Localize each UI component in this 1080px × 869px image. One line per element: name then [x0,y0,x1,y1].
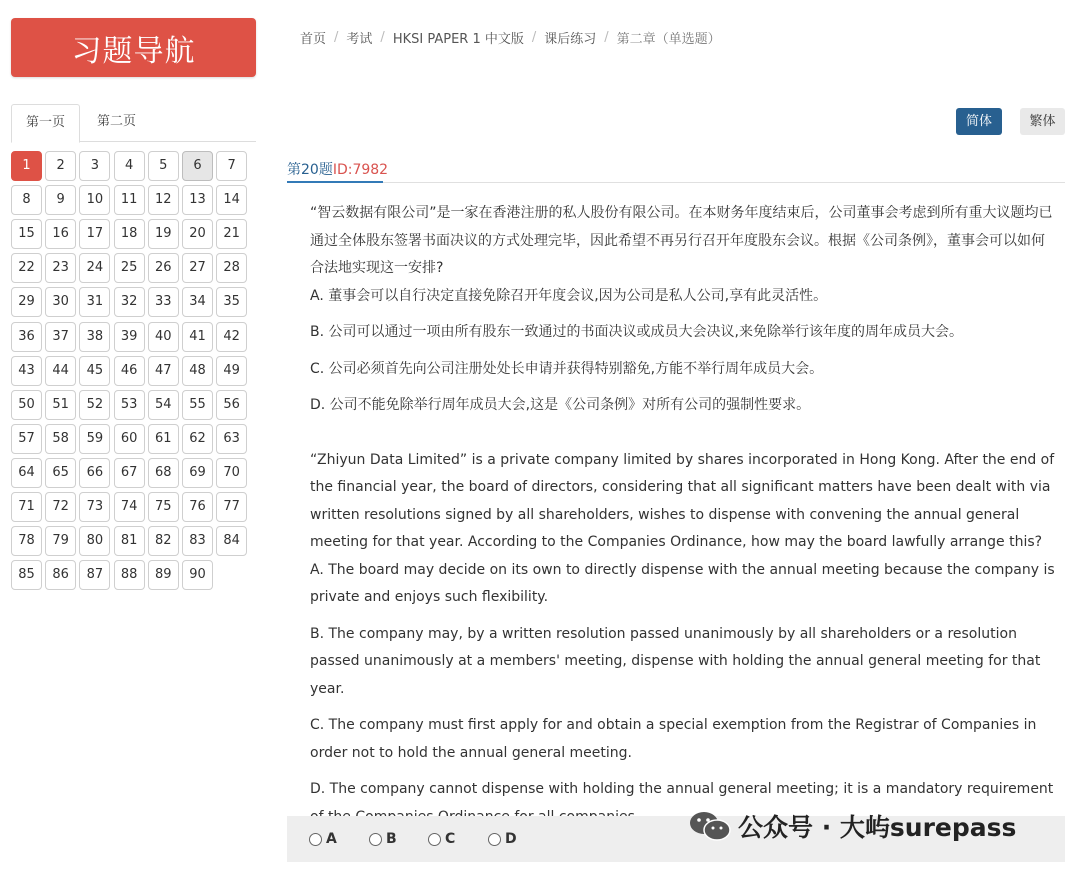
question-button-17[interactable]: 17 [79,219,110,249]
question-button-90[interactable]: 90 [182,560,213,590]
question-stem-en: “Zhiyun Data Limited” is a private company limited by shares incorporated in Hong Kong. After the end of the financial year, the board of directors, considering that all significant matters have been dealt with via written resolutions signed by all shareholders, wishes to dispense with convening the annual general meeting for that year. According to the Companies Ordinance, how may the board lawfully arrange this? [310,451,1055,550]
simplified-chinese-button[interactable]: 简体 [956,108,1002,135]
question-button-69[interactable]: 69 [182,458,213,488]
radio-circle-icon[interactable] [369,833,382,846]
question-button-61[interactable]: 61 [148,424,179,454]
question-button-14[interactable]: 14 [216,185,247,215]
question-button-2[interactable]: 2 [45,151,76,181]
question-button-59[interactable]: 59 [79,424,110,454]
question-button-52[interactable]: 52 [79,390,110,420]
option-zh-b: B. 公司可以通过一项由所有股东一致通过的书面决议或成员大会决议,来免除举行该年度的周年成员大会。 [310,324,963,340]
question-button-7[interactable]: 7 [216,151,247,181]
question-button-28[interactable]: 28 [216,253,247,283]
question-button-87[interactable]: 87 [79,560,110,590]
question-button-12[interactable]: 12 [148,185,179,215]
page-tabs [11,104,256,142]
option-zh-d: D. 公司不能免除举行周年成员大会,这是《公司条例》对所有公司的强制性要求。 [310,397,811,413]
question-button-81[interactable]: 81 [114,526,145,556]
breadcrumb [300,27,721,47]
answer-label-c: C [445,831,456,847]
question-button-88[interactable]: 88 [114,560,145,590]
question-button-31[interactable]: 31 [79,287,110,317]
question-button-33[interactable]: 33 [148,287,179,317]
breadcrumb-separator: / [334,29,339,45]
question-header [287,153,1065,183]
question-button-66[interactable]: 66 [79,458,110,488]
question-button-42[interactable]: 42 [216,322,247,352]
breadcrumb-item-2[interactable]: HKSI PAPER 1 中文版 [392,31,524,47]
question-button-78[interactable]: 78 [11,526,42,556]
question-number: 第20题 [287,162,333,178]
question-button-19[interactable]: 19 [148,219,179,249]
question-button-25[interactable]: 25 [114,253,145,283]
question-button-86[interactable]: 86 [45,560,76,590]
question-button-67[interactable]: 67 [114,458,145,488]
question-button-22[interactable]: 22 [11,253,42,283]
question-button-37[interactable]: 37 [45,322,76,352]
question-button-55[interactable]: 55 [182,390,213,420]
question-button-57[interactable]: 57 [11,424,42,454]
question-button-75[interactable]: 75 [148,492,179,522]
question-button-11[interactable]: 11 [114,185,145,215]
question-button-74[interactable]: 74 [114,492,145,522]
breadcrumb-item-4: 第二章（单选题） [616,31,721,47]
question-button-8[interactable]: 8 [11,185,42,215]
question-content [310,200,1055,831]
question-button-21[interactable]: 21 [216,219,247,249]
traditional-chinese-button[interactable]: 繁体 [1020,108,1065,135]
question-button-85[interactable]: 85 [11,560,42,590]
question-button-47[interactable]: 47 [148,356,179,386]
question-button-27[interactable]: 27 [182,253,213,283]
question-button-71[interactable]: 71 [11,492,42,522]
question-button-48[interactable]: 48 [182,356,213,386]
question-button-34[interactable]: 34 [182,287,213,317]
wechat-icon [688,810,732,842]
question-button-53[interactable]: 53 [114,390,145,420]
question-button-13[interactable]: 13 [182,185,213,215]
question-button-40[interactable]: 40 [148,322,179,352]
option-en-a: A. The board may decide on its own to directly dispense with the annual meeting because the company is private and enjoys such flexibility. [310,561,1055,605]
option-zh-c: C. 公司必须首先向公司注册处处长申请并获得特别豁免,方能不举行周年成员大会。 [310,360,824,377]
question-button-16[interactable]: 16 [45,219,76,249]
question-button-38[interactable]: 38 [79,322,110,352]
question-button-76[interactable]: 76 [182,492,213,522]
tab-page-1[interactable]: 第一页 [11,104,80,143]
question-button-56[interactable]: 56 [216,390,247,420]
breadcrumb-separator: / [604,29,609,45]
question-button-20[interactable]: 20 [182,219,213,249]
question-button-9[interactable]: 9 [45,185,76,215]
option-en-b: B. The company may, by a written resolution passed unanimously by all shareholders or a resolution passed unanimously at a members' meeting, dispense with holding the annual general meeting for that year. [310,625,1041,697]
question-button-70[interactable]: 70 [216,458,247,488]
answer-label-a: A [326,831,337,847]
radio-circle-icon[interactable] [428,833,441,846]
answer-radio-d[interactable] [488,831,517,847]
nav-title: 习题导航 [11,18,256,77]
question-button-51[interactable]: 51 [45,390,76,420]
question-button-49[interactable]: 49 [216,356,247,386]
watermark [688,808,1016,844]
question-button-62[interactable]: 62 [182,424,213,454]
question-button-15[interactable]: 15 [11,219,42,249]
question-stem-zh: “智云数据有限公司”是一家在香港注册的私人股份有限公司。在本财务年度结束后，公司董事会考虑到所有重大议题均已通过全体股东签署书面决议的方式处理完毕，因此希望不再另行召开年度股东会议。根据《公司条例》，董事会可以如何合法地实现这一安排? [310,205,1053,276]
breadcrumb-item-1[interactable]: 考试 [346,31,373,47]
question-button-83[interactable]: 83 [182,526,213,556]
question-button-35[interactable]: 35 [216,287,247,317]
answer-radio-b[interactable] [369,831,397,847]
question-button-41[interactable]: 41 [182,322,213,352]
option-zh-a: A. 董事会可以自行决定直接免除召开年度会议,因为公司是私人公司,享有此灵活性。 [310,287,828,304]
question-button-4[interactable]: 4 [114,151,145,181]
question-button-89[interactable]: 89 [148,560,179,590]
question-button-80[interactable]: 80 [79,526,110,556]
question-button-32[interactable]: 32 [114,287,145,317]
radio-circle-icon[interactable] [488,833,501,846]
question-button-26[interactable]: 26 [148,253,179,283]
breadcrumb-separator: / [380,29,385,45]
question-button-77[interactable]: 77 [216,492,247,522]
watermark-text: 公众号 · 大屿surepass [738,813,1017,842]
breadcrumb-item-3[interactable]: 课后练习 [544,31,597,47]
question-button-84[interactable]: 84 [216,526,247,556]
question-button-3[interactable]: 3 [79,151,110,181]
question-button-54[interactable]: 54 [148,390,179,420]
option-en-d: D. The company cannot dispense with holding the annual general meeting; it is a mandatory requirement [310,781,1054,797]
question-button-64[interactable]: 64 [11,458,42,488]
question-button-65[interactable]: 65 [45,458,76,488]
answer-radio-a[interactable] [309,831,337,847]
option-en-c: C. The company must first apply for and obtain a special exemption from the Registrar of Companies in order not to hold the annual general meeting. [310,717,1037,761]
question-button-58[interactable]: 58 [45,424,76,454]
question-button-24[interactable]: 24 [79,253,110,283]
tab-page-2[interactable]: 第二页 [96,114,136,129]
breadcrumb-separator: / [531,29,537,45]
question-button-23[interactable]: 23 [45,253,76,283]
radio-circle-icon[interactable] [309,833,322,846]
question-button-68[interactable]: 68 [148,458,179,488]
question-button-10[interactable]: 10 [79,185,110,215]
question-button-46[interactable]: 46 [114,356,145,386]
question-button-50[interactable]: 50 [11,390,42,420]
question-button-18[interactable]: 18 [114,219,145,249]
question-button-6[interactable]: 6 [182,151,213,181]
question-button-5[interactable]: 5 [148,151,179,181]
question-button-43[interactable]: 43 [11,356,42,386]
question-button-82[interactable]: 82 [148,526,179,556]
question-button-44[interactable]: 44 [45,356,76,386]
answer-label-b: B [386,831,397,847]
question-button-79[interactable]: 79 [45,526,76,556]
question-button-30[interactable]: 30 [45,287,76,317]
question-button-1[interactable]: 1 [11,151,42,181]
question-tab [287,159,389,183]
question-button-29[interactable]: 29 [11,287,42,317]
question-button-72[interactable]: 72 [45,492,76,522]
question-button-39[interactable]: 39 [114,322,145,352]
question-id: ID:7982 [332,162,389,178]
question-button-63[interactable]: 63 [216,424,247,454]
question-button-36[interactable]: 36 [11,322,42,352]
answer-radio-c[interactable] [428,831,455,847]
question-button-60[interactable]: 60 [114,424,145,454]
question-button-73[interactable]: 73 [79,492,110,522]
answer-label-d: D [505,831,517,847]
breadcrumb-item-0[interactable]: 首页 [300,31,327,47]
question-button-45[interactable]: 45 [79,356,110,386]
